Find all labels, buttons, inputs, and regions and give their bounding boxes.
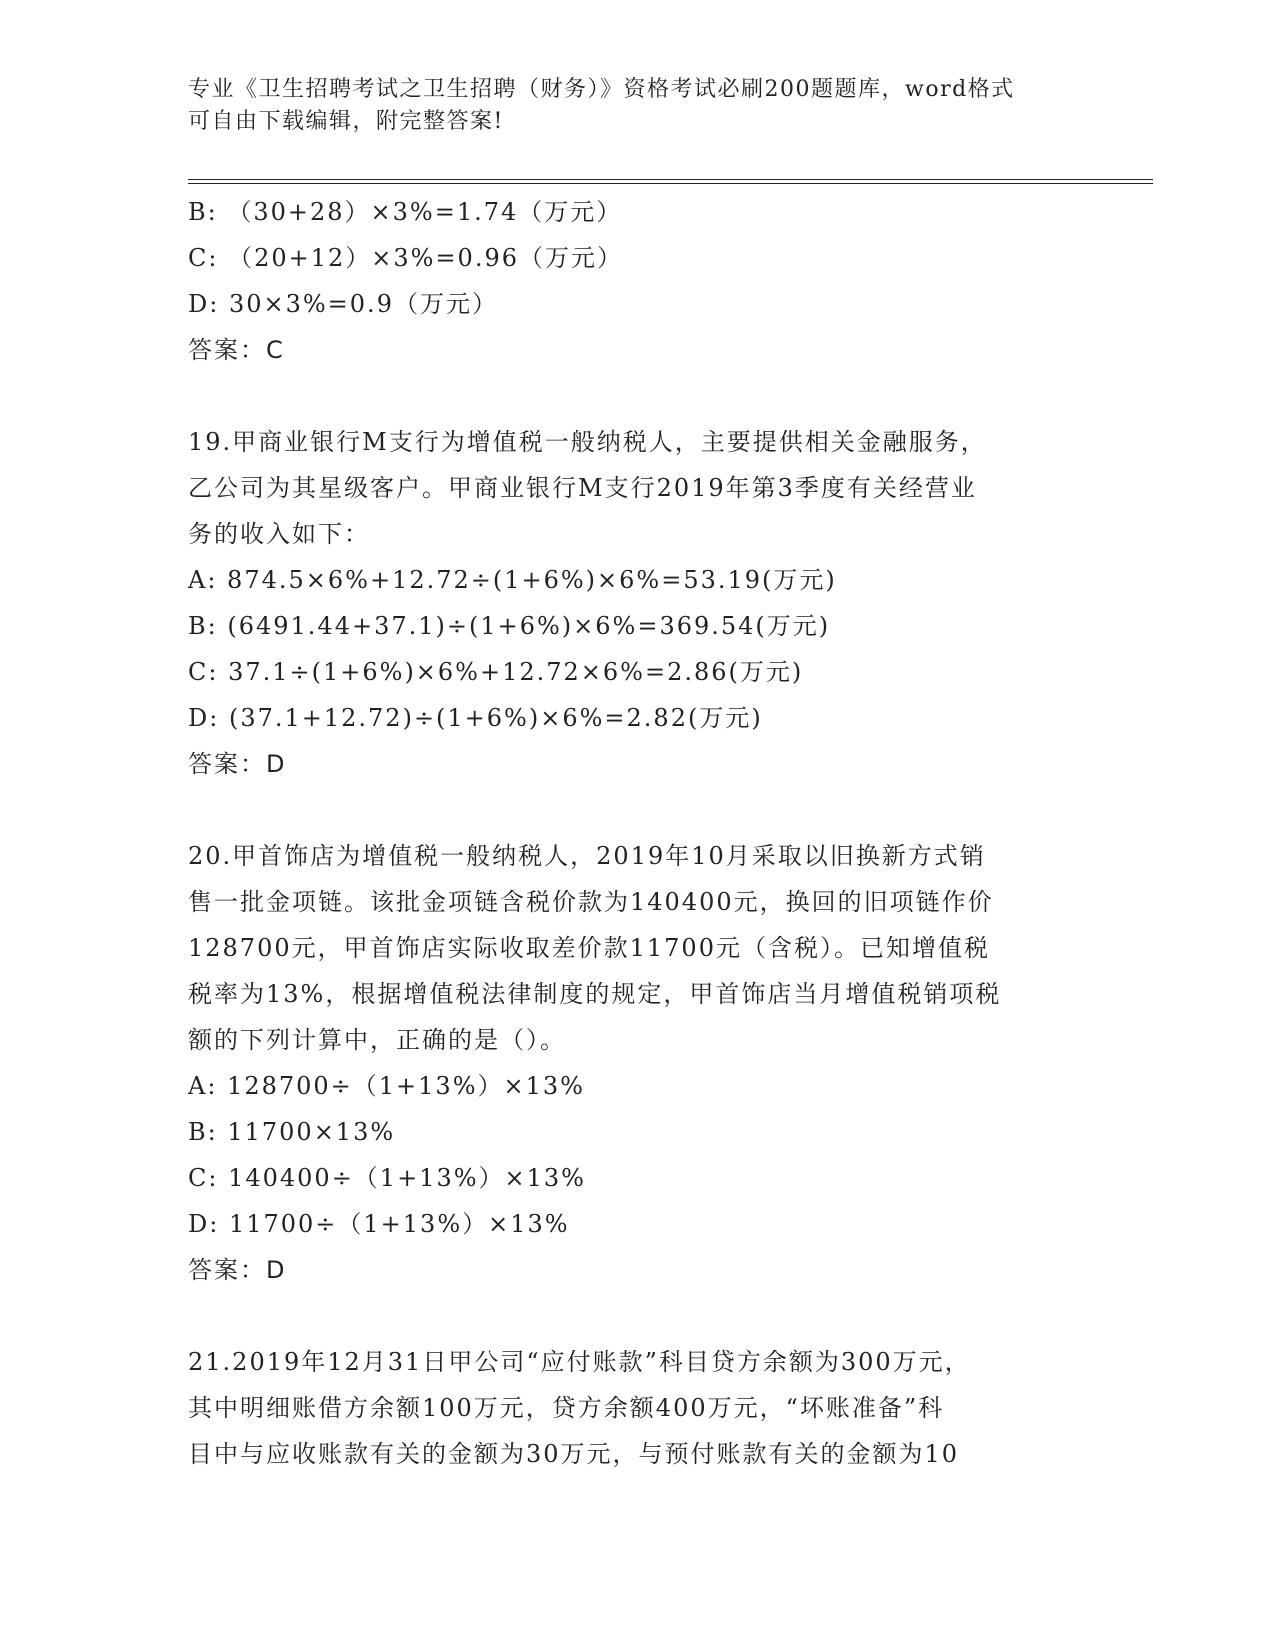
option-b: B: 11700×13% (188, 1118, 396, 1146)
question-20 (188, 833, 1088, 1293)
question-stem-line: 额的下列计算中，正确的是（）。 (188, 1026, 566, 1054)
option-d: D: 11700÷（1+13%）×13% (188, 1210, 570, 1238)
question-stem-line: 20.甲首饰店为增值税一般纳税人，2019年10月采取以旧换新方式销 (188, 842, 986, 870)
option-a: A: 128700÷（1+13%）×13% (188, 1072, 585, 1100)
option-c: C: 140400÷（1+13%）×13% (188, 1164, 586, 1192)
header-divider (188, 179, 1153, 184)
header-line-1: 专业《卫生招聘考试之卫生招聘（财务）》资格考试必刷200题题库，word格式 (188, 77, 1015, 102)
spacer (188, 787, 1088, 833)
answer: 答案：D (188, 750, 287, 778)
option-c: C: 37.1÷(1+6%)×6%+12.72×6%=2.86(万元) (188, 658, 804, 686)
header-line-2: 可自由下载编辑，附完整答案! (188, 109, 504, 134)
question-19 (188, 419, 1088, 787)
question-stem-line: 售一批金项链。该批金项链含税价款为140400元，换回的旧项链作价 (188, 888, 994, 916)
question-stem-line: 务的收入如下： (188, 520, 370, 548)
option-a: A: 874.5×6%+12.72÷(1+6%)×6%=53.19(万元) (188, 566, 837, 594)
question-stem-line: 税率为13%，根据增值税法律制度的规定，甲首饰店当月增值税销项税 (188, 980, 1002, 1008)
option-b: B: (6491.44+37.1)÷(1+6%)×6%=369.54(万元) (188, 612, 831, 640)
question-18-tail (188, 189, 1088, 373)
question-list (188, 189, 1088, 1477)
option-c: C: （20+12）×3%=0.96（万元） (188, 244, 623, 272)
question-stem-line: 128700元，甲首饰店实际收取差价款11700元（含税）。已知增值税 (188, 934, 990, 962)
question-stem-line: 19.甲商业银行M支行为增值税一般纳税人，主要提供相关金融服务， (188, 428, 987, 456)
answer: 答案：D (188, 1256, 287, 1284)
question-stem-line: 21.2019年12月31日甲公司“应付账款”科目贷方余额为300万元， (188, 1348, 971, 1376)
document-header (188, 74, 1088, 138)
option-d: D: (37.1+12.72)÷(1+6%)×6%=2.82(万元) (188, 704, 763, 732)
question-21 (188, 1339, 1088, 1477)
option-b: B: （30+28）×3%=1.74（万元） (188, 198, 623, 226)
question-stem-line: 目中与应收账款有关的金额为30万元，与预付账款有关的金额为10 (188, 1440, 960, 1468)
option-d: D: 30×3%=0.9（万元） (188, 290, 498, 318)
answer: 答案：C (188, 336, 285, 364)
question-stem-line: 乙公司为其星级客户。甲商业银行M支行2019年第3季度有关经营业 (188, 474, 977, 502)
spacer (188, 373, 1088, 419)
spacer (188, 1293, 1088, 1339)
question-stem-line: 其中明细账借方余额100万元，贷方余额400万元，“坏账准备”科 (188, 1394, 945, 1422)
